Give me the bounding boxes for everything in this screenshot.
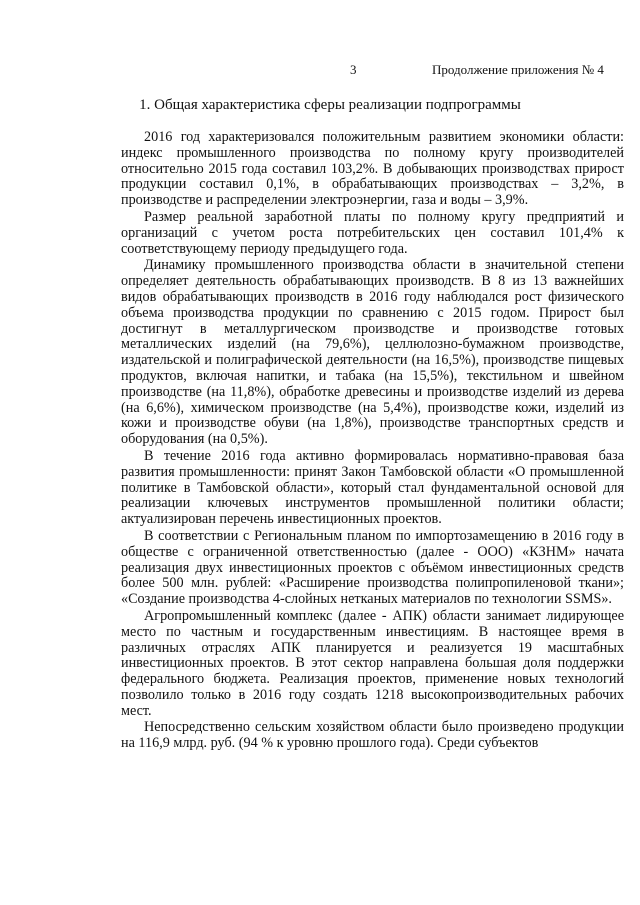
- appendix-continuation-label: Продолжение приложения № 4: [432, 62, 604, 77]
- page-number: 3: [350, 62, 357, 77]
- paragraph: В соответствии с Региональным планом по импортозамещению в 2016 году в обществе с ограниченной ответственностью (далее - ООО) «КЗНМ» начата реализация двух инвестиционных проектов с объёмом инвестиционных средств более 500 млн. рублей: «Расширение производства полипропиленовой ткани»; «Создание производства 4-слойных нетканых материалов по технологии SSMS».: [121, 527, 624, 608]
- paragraph: Агропромышленный комплекс (далее - АПК) области занимает лидирующее место по частным и государственным инвестициям. В настоящее время в различных отраслях АПК планируется и реализуется 19 масштабных инвестиционных проектов. В этот сектор направлена большая доля поддержки федерального бюджета. Реализация проектов, применение новых технологий позволило только в 2016 году создать 1218 высокопроизводительных рабочих мест.: [121, 607, 624, 719]
- document-body: [121, 130, 624, 752]
- paragraph: В течение 2016 года активно формировалась нормативно-правовая база развития промышленности: принят Закон Тамбовской области «О промышленной политике в Тамбовской области», который стал фундаментальной основой для реализации ключевых инструментов промышленной политики области; актуализирован перечень инвестиционных проектов.: [121, 447, 624, 528]
- paragraph: 2016 год характеризовался положительным развитием экономики области: индекс промышленного производства по полному кругу производителей относительно 2015 года составил 103,2%. В добывающих производствах прирост продукции составил 0,1%, в обрабатывающих производствах – 3,2%, в производстве и распределении электроэнергии, газа и воды – 3,9%.: [121, 129, 624, 209]
- paragraph: Непосредственно сельским хозяйством области было произведено продукции на 116,9 млрд. руб. (94 % к уровню прошлого года). Среди субъектов: [121, 719, 624, 752]
- paragraph: Размер реальной заработной платы по полному кругу предприятий и организаций с учетом роста потребительских цен составил 101,4% к соответствующему периоду предыдущего года.: [121, 208, 624, 257]
- paragraph: Динамику промышленного производства области в значительной степени определяет деятельность обрабатывающих производств. В 8 из 13 важнейших видов обрабатывающих производств в 2016 году наблюдался рост физического объема производства продукции по сравнению с 2015 годом. Прирост был достигнут в металлургическом производстве и производстве готовых металлических изделий (на 79,6%), целлюлозно-бумажном производстве, издательской и полиграфической деятельности (на 16,5%), производстве пищевых продуктов, включая напитки, и табака (на 15,5%), текстильном и швейном производстве (на 11,8%), обработке древесины и производстве изделий из дерева (на 6,6%), химическом производстве (на 5,4%), производстве кожи, изделий из кожи и производстве обуви (на 1,8%), производстве транспортных средств и оборудования (на 0,5%).: [121, 257, 624, 448]
- section-title: 1. Общая характеристика сферы реализации подпрограммы: [139, 97, 521, 113]
